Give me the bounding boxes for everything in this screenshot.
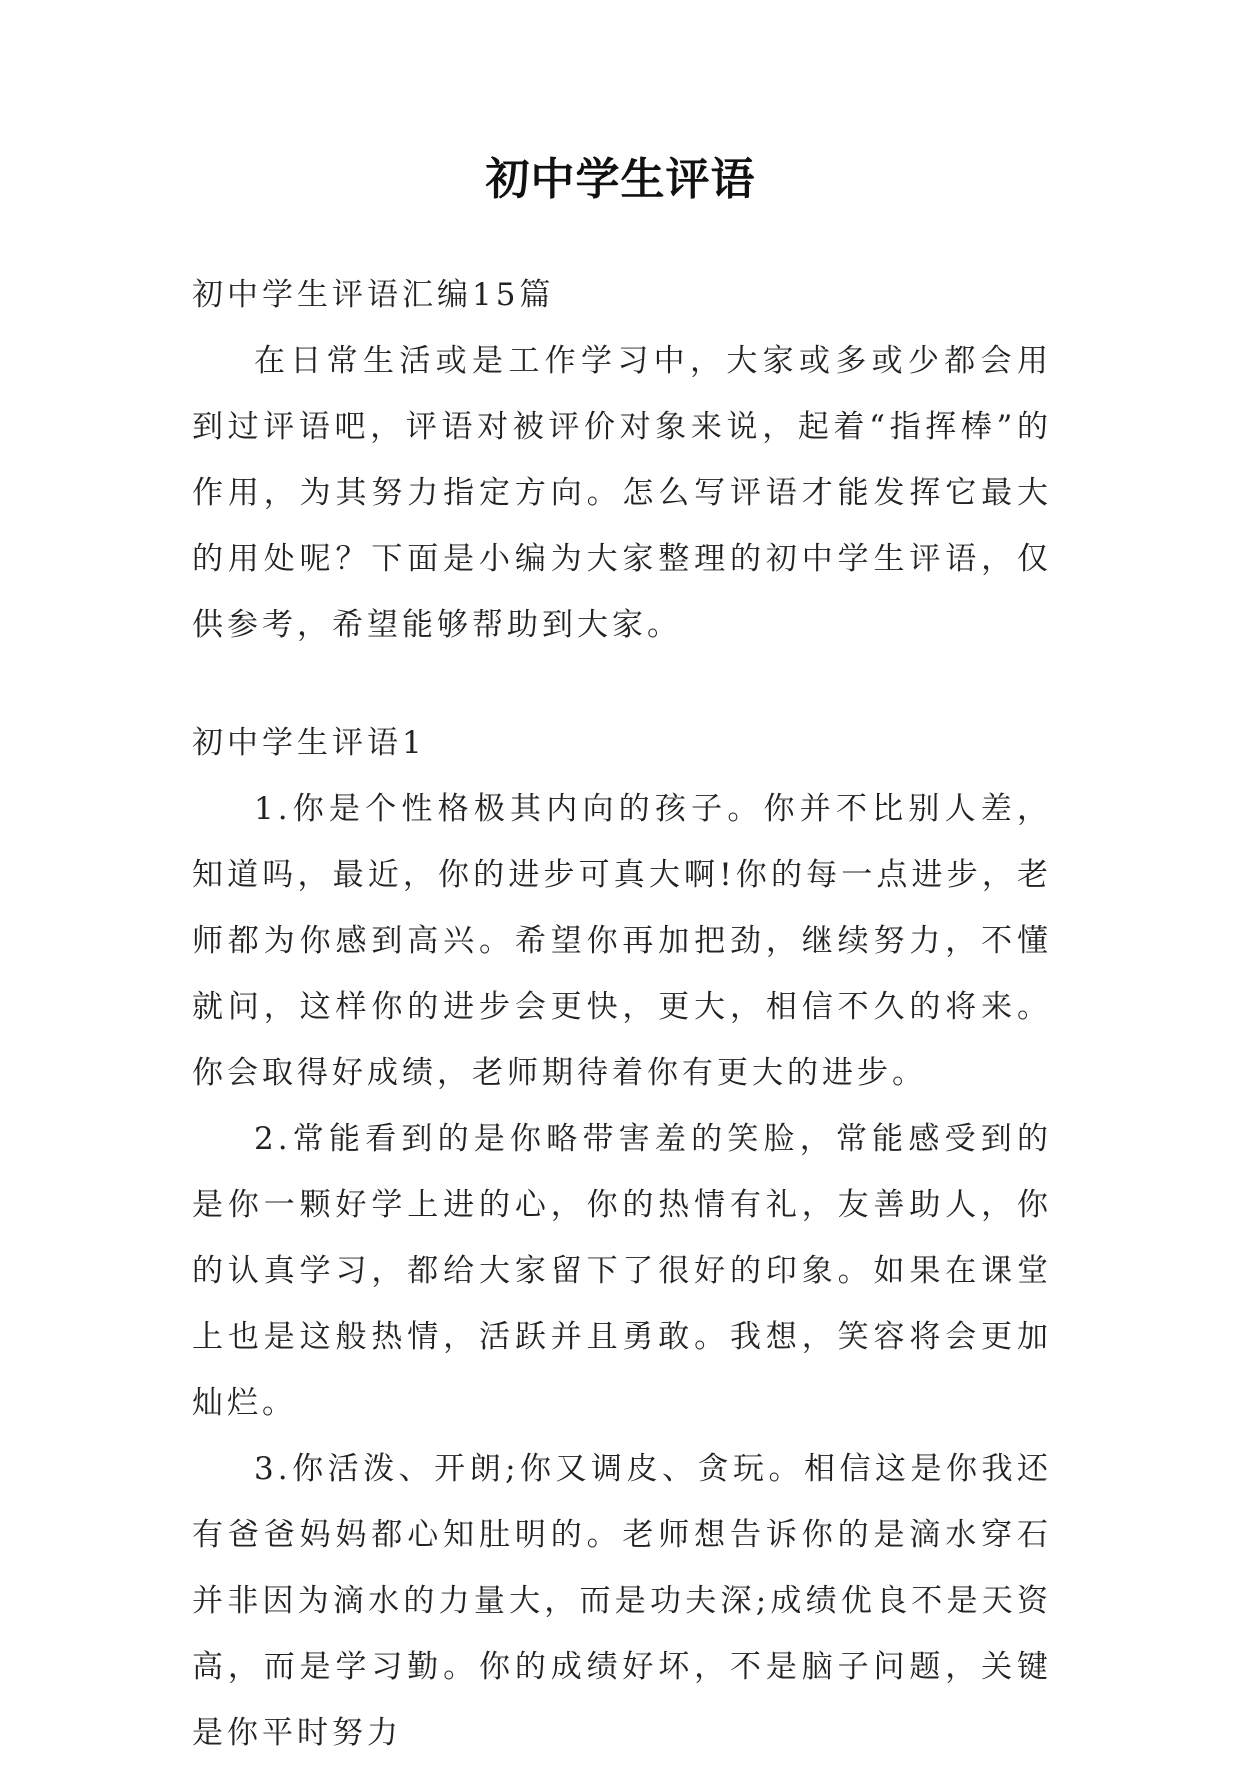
document-title: 初中学生评语 bbox=[485, 154, 756, 205]
section-heading: 初中学生评语1 bbox=[192, 725, 426, 761]
comment-item-2: 2.常能看到的是你略带害羞的笑脸，常能感受到的是你一颗好学上进的心，你的热情有礼，友善助人，你的认真学习，都给大家留下了很好的印象。如果在课堂上也是这般热情，活跃并且勇敢。我想，笑容将会更加灿烂。 bbox=[192, 1121, 1052, 1421]
comment-item-3: 3.你活泼、开朗;你又调皮、贪玩。相信这是你我还有爸爸妈妈都心知肚明的。老师想告诉你的是滴水穿石并非因为滴水的力量大，而是功夫深;成绩优良不是天资高，而是学习勤。你的成绩好坏，不是脑子问题，关键是你平时努力 bbox=[192, 1451, 1052, 1751]
comment-item-1: 1.你是个性格极其内向的孩子。你并不比别人差，知道吗，最近，你的进步可真大啊!你的每一点进步，老师都为你感到高兴。希望你再加把劲，继续努力，不懂就问，这样你的进步会更快，更大，相信不久的将来。你会取得好成绩，老师期待着你有更大的进步。 bbox=[192, 791, 1052, 1091]
document-body bbox=[192, 262, 1052, 1766]
document-subtitle: 初中学生评语汇编15篇 bbox=[192, 277, 555, 313]
intro-paragraph: 在日常生活或是工作学习中，大家或多或少都会用到过评语吧，评语对被评价对象来说，起着“指挥棒”的作用，为其努力指定方向。怎么写评语才能发挥它最大的用处呢？下面是小编为大家整理的初中学生评语，仅供参考，希望能够帮助到大家。 bbox=[192, 343, 1052, 643]
